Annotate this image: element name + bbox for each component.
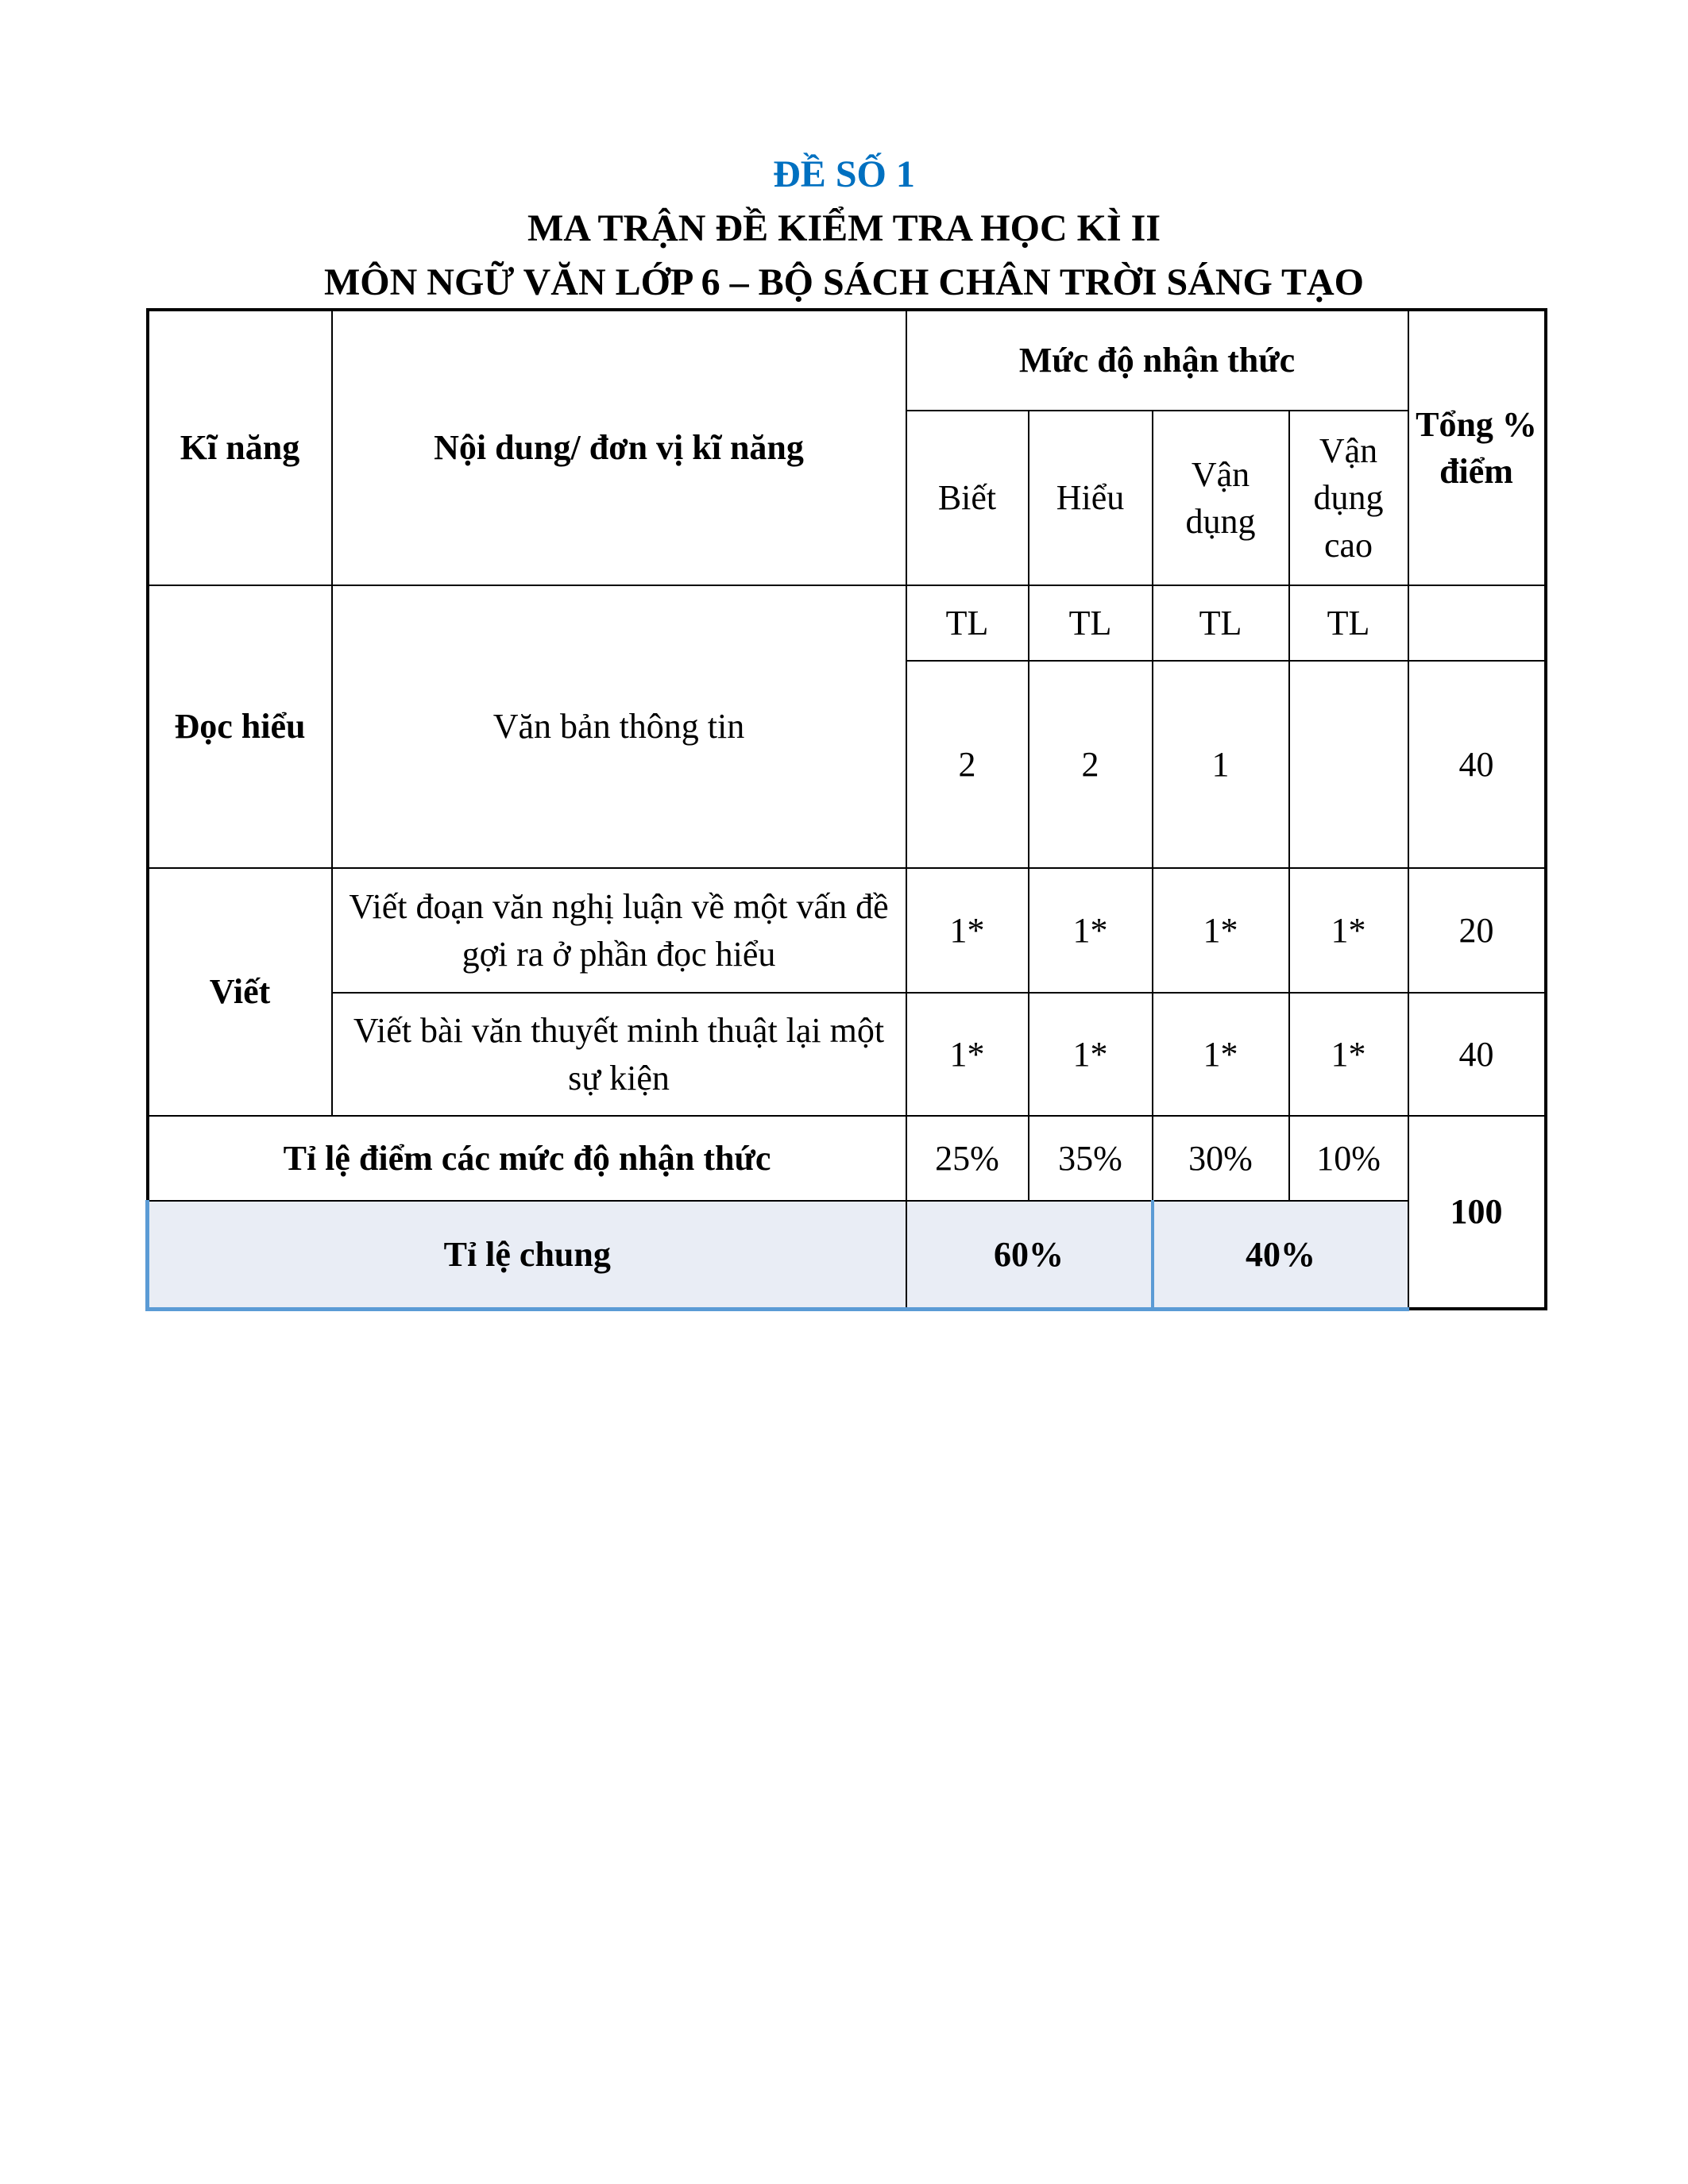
heading-line-2: MÔN NGỮ VĂN LỚP 6 – BỘ SÁCH CHÂN TRỜI SÁNG TẠO — [323, 261, 1365, 303]
writing-task1-content-cell: Viết đoạn văn nghị luận về một vấn đề gợi ra ở phần đọc hiểu — [332, 868, 906, 993]
reading-skill-cell: Đọc hiểu — [148, 585, 332, 868]
reading-format-know-cell: TL — [906, 585, 1029, 661]
reading-content-cell: Văn bản thông tin — [332, 585, 906, 868]
header-skill-cell: Kĩ năng — [148, 310, 332, 585]
overall-ratio-60-cell: 60% — [906, 1201, 1153, 1309]
writing-task2-total-cell: 40 — [1408, 993, 1546, 1116]
summary-ratio-know-cell: 25% — [906, 1116, 1029, 1201]
reading-format-apply-high-cell: TL — [1289, 585, 1408, 661]
summary-ratio-apply-cell: 30% — [1153, 1116, 1289, 1201]
writing-task2-count-know-cell: 1* — [906, 993, 1029, 1116]
reading-format-total-cell — [1408, 585, 1546, 661]
writing-task2-count-apply-cell: 1* — [1153, 993, 1289, 1116]
header-level-understand-cell: Hiểu — [1029, 411, 1153, 585]
overall-ratio-label-cell: Tỉ lệ chung — [148, 1201, 906, 1309]
reading-format-understand-cell: TL — [1029, 585, 1153, 661]
writing-task2-content-cell: Viết bài văn thuyết minh thuật lại một sự kiện — [332, 993, 906, 1116]
header-levels-group-cell: Mức độ nhận thức — [906, 310, 1408, 411]
writing-task2-count-apply-high-cell: 1* — [1289, 993, 1408, 1116]
reading-total-cell: 40 — [1408, 661, 1546, 868]
reading-format-apply-cell: TL — [1153, 585, 1289, 661]
reading-count-apply-cell: 1 — [1153, 661, 1289, 868]
reading-count-know-cell: 2 — [906, 661, 1029, 868]
exam-matrix-table — [145, 308, 1547, 1311]
reading-count-understand-cell: 2 — [1029, 661, 1153, 868]
overall-ratio-40-cell: 40% — [1153, 1201, 1408, 1309]
header-level-know-cell: Biết — [906, 411, 1029, 585]
writing-task1-count-apply-high-cell: 1* — [1289, 868, 1408, 993]
summary-ratio-label-cell: Tỉ lệ điểm các mức độ nhận thức — [148, 1116, 906, 1201]
summary-ratio-understand-cell: 35% — [1029, 1116, 1153, 1201]
header-total-cell: Tổng % điểm — [1408, 310, 1546, 585]
header-level-apply-high-cell: Vận dụng cao — [1289, 411, 1408, 585]
writing-task1-count-understand-cell: 1* — [1029, 868, 1153, 993]
summary-grand-total-cell: 100 — [1408, 1116, 1546, 1309]
writing-task1-count-apply-cell: 1* — [1153, 868, 1289, 993]
header-content-cell: Nội dung/ đơn vị kĩ năng — [332, 310, 906, 585]
header-level-apply-cell: Vận dụng — [1153, 411, 1289, 585]
writing-task1-total-cell: 20 — [1408, 868, 1546, 993]
writing-skill-cell: Viết — [148, 868, 332, 1116]
page-title: ĐỀ SỐ 1 — [773, 153, 915, 195]
heading-line-1: MA TRẬN ĐỀ KIỂM TRA HỌC KÌ II — [527, 207, 1161, 249]
reading-count-apply-high-cell — [1289, 661, 1408, 868]
writing-task2-count-understand-cell: 1* — [1029, 993, 1153, 1116]
writing-task1-count-know-cell: 1* — [906, 868, 1029, 993]
summary-ratio-apply-high-cell: 10% — [1289, 1116, 1408, 1201]
title-block — [0, 148, 1688, 310]
